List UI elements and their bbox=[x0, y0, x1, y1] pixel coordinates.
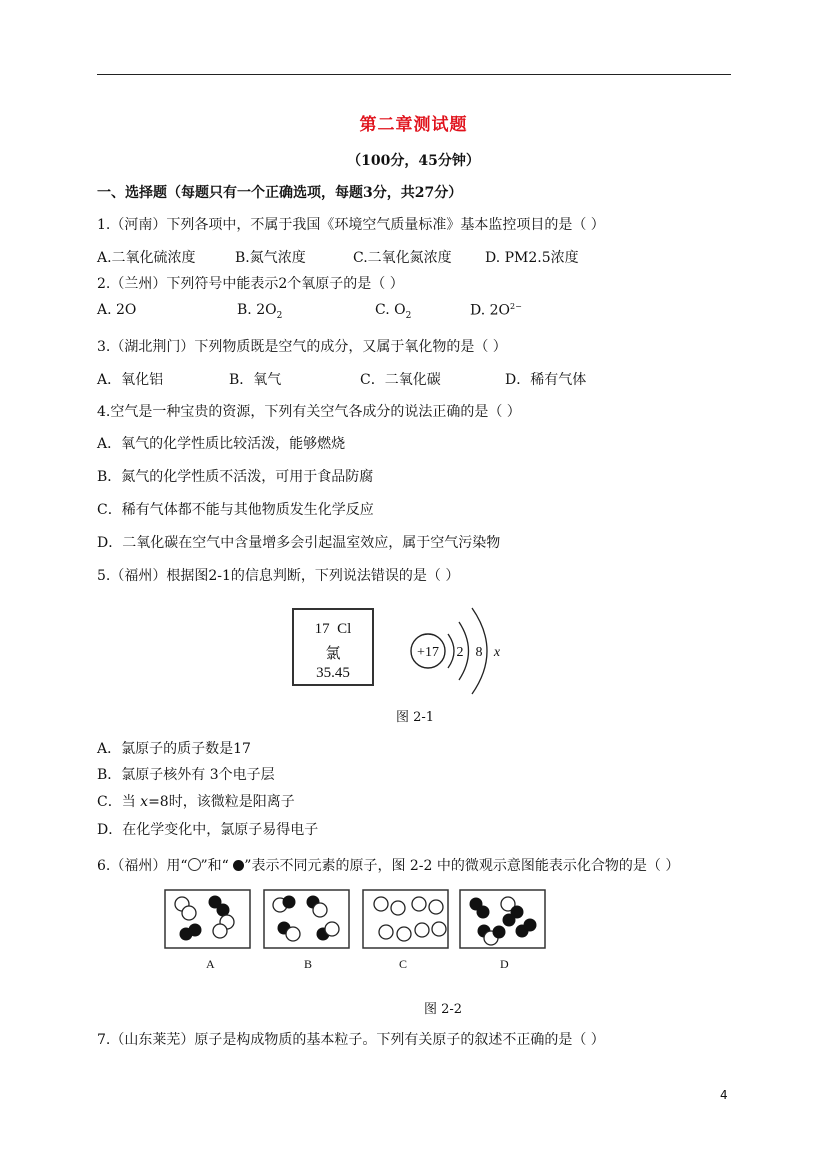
question-4-option-a: A．氧气的化学性质比较活泼，能够燃烧 bbox=[97, 436, 346, 452]
question-1-option-b: B.氮气浓度 bbox=[235, 250, 306, 266]
question-5-option-b: B．氯原子核外有 3个电子层 bbox=[97, 767, 275, 783]
molecule-label-b: B bbox=[304, 957, 313, 971]
element-card-chlorine bbox=[292, 608, 374, 686]
figure-2-1-caption: 图 2-1 bbox=[396, 710, 435, 725]
question-1-option-d: D. PM2.5浓度 bbox=[485, 250, 579, 266]
question-7-stem: 7.（山东莱芜）原子是构成物质的基本粒子。下列有关原子的叙述不正确的是（ ） bbox=[97, 1032, 605, 1048]
page-title: 第二章测试题 bbox=[359, 115, 468, 135]
question-4-option-b: B．氮气的化学性质不活泼，可用于食品防腐 bbox=[97, 469, 374, 485]
question-3-option-c: C．二氧化碳 bbox=[360, 372, 441, 388]
question-2-option-d: D. $2O^{2-}$ bbox=[470, 302, 522, 319]
element-mass: 35.45 bbox=[316, 665, 350, 681]
molecule-box-d bbox=[460, 890, 545, 948]
element-number-symbol: 17 Cl bbox=[314, 621, 352, 637]
question-3-option-d: D．稀有气体 bbox=[505, 372, 587, 388]
figure-2-2-caption: 图 2-2 bbox=[424, 1002, 463, 1017]
question-4-stem: 4.空气是一种宝贵的资源，下列有关空气各成分的说法正确的是（ ） bbox=[97, 404, 521, 420]
molecule-label-c: C bbox=[399, 957, 408, 971]
atomic-structure-diagram bbox=[400, 598, 512, 704]
question-5-stem: 5.（福州）根据图2-1的信息判断，下列说法错误的是（ ） bbox=[97, 568, 460, 584]
shell-1-count: 2 bbox=[456, 645, 464, 660]
molecule-diagrams bbox=[160, 885, 550, 955]
header-rule bbox=[97, 74, 731, 75]
molecule-box-a bbox=[165, 890, 250, 948]
question-5-option-a: A．氯原子的质子数是17 bbox=[97, 741, 251, 757]
question-2-option-b: B. $2O_2$ bbox=[237, 302, 283, 321]
question-4-option-c: C．稀有气体都不能与其他物质发生化学反应 bbox=[97, 502, 374, 518]
nucleus-charge: +17 bbox=[417, 645, 439, 660]
electron-shell-1 bbox=[448, 634, 454, 668]
shell-2-count: 8 bbox=[475, 645, 483, 660]
question-3-option-a: A．氧化铝 bbox=[97, 372, 164, 388]
white-atom-icon bbox=[188, 858, 201, 871]
page-subtitle: （100分，45分钟） bbox=[347, 153, 480, 169]
question-2-option-c: C. $O_2$ bbox=[375, 302, 412, 321]
molecule-label-a: A bbox=[206, 957, 215, 971]
question-1-stem: 1.（河南）下列各项中，不属于我国《环境空气质量标准》基本监控项目的是（ ） bbox=[97, 217, 605, 233]
question-3-option-b: B．氧气 bbox=[229, 372, 282, 388]
element-name: 氯 bbox=[325, 646, 341, 662]
question-6-stem: 6.（福州）用“ ”和“ ”表示不同元素的原子，图 2-2 中的微观示意图能表示化合物的是（ ） bbox=[97, 858, 680, 874]
question-4-option-d: D．二氧化碳在空气中含量增多会引起温室效应，属于空气污染物 bbox=[97, 535, 501, 551]
shell-3-count: x bbox=[493, 645, 501, 660]
question-5-option-d: D．在化学变化中，氯原子易得电子 bbox=[97, 822, 319, 838]
molecule-label-d: D bbox=[500, 957, 509, 971]
page-number: 4 bbox=[720, 1088, 728, 1102]
section-heading: 一、选择题（每题只有一个正确选项，每题3分，共27分） bbox=[97, 185, 463, 201]
question-5-option-c: C．当 x=8时，该微粒是阳离子 bbox=[97, 794, 295, 810]
question-1-option-a: A.二氧化硫浓度 bbox=[97, 250, 196, 266]
question-2-stem: 2.（兰州）下列符号中能表示2个氧原子的是（ ） bbox=[97, 276, 404, 292]
question-2-option-a: A. 2O bbox=[97, 302, 137, 318]
question-1-option-c: C.二氧化氮浓度 bbox=[353, 250, 452, 266]
question-3-stem: 3.（湖北荆门）下列物质既是空气的成分，又属于氧化物的是（ ） bbox=[97, 339, 507, 355]
molecule-box-c bbox=[363, 890, 448, 948]
black-atom-icon bbox=[233, 860, 244, 871]
molecule-box-b bbox=[264, 890, 349, 948]
